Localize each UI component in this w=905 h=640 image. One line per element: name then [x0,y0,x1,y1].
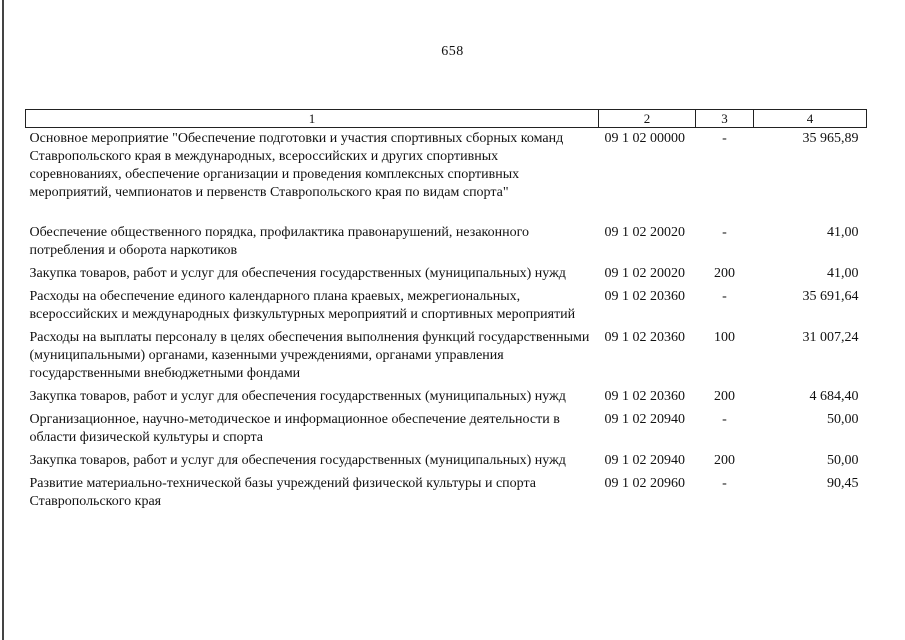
table-row [26,222,867,263]
table-header-row [26,110,867,128]
row-name: Закупка товаров, работ и услуг для обеспечения государственных (муниципальных) нужд [29,266,566,281]
row-name: Развитие материально-технической базы учреждений физической культуры и спорта Ставропольского края [29,476,536,509]
row-code: 09 1 02 20940 [604,412,685,427]
table-row [26,473,867,514]
row-name: Расходы на выплаты персоналу в целях обеспечения выполнения функций государственными (муниципальными) органами, казенными учреждениями, органами управления государственными внебюджетными фондами [29,330,590,381]
budget-table [25,109,867,514]
row-type: 200 [714,389,735,404]
table-row [26,450,867,473]
row-code: 09 1 02 20020 [604,266,685,281]
row-type: 200 [714,453,735,468]
row-amount: 50,00 [827,412,859,427]
row-amount: 41,00 [827,266,859,281]
row-name: Закупка товаров, работ и услуг для обеспечения государственных (муниципальных) нужд [29,453,566,468]
row-type: - [722,476,727,491]
row-name: Основное мероприятие "Обеспечение подготовки и участия спортивных сборных команд Ставропольского края в международных, всероссийских и других спортивных соревнованиях, обеспечение организации и проведения комплексных спортивных мероприятий, чемпионатов и первенств Ставропольского края по видам спорта" [29,131,564,200]
row-type: - [722,131,727,146]
row-code: 09 1 02 20940 [604,453,685,468]
page-left-edge [2,0,4,640]
table-row [26,327,867,386]
table-row [26,128,867,223]
table-row [26,263,867,286]
row-amount: 4 684,40 [809,389,859,404]
row-name: Расходы на обеспечение единого календарного плана краевых, межрегиональных, всероссийских и международных физкультурных мероприятий и спортивных мероприятий [29,289,576,322]
column-header-code: 2 [599,110,696,128]
row-type: - [722,412,727,427]
row-code: 09 1 02 20360 [604,330,685,345]
row-amount: 50,00 [827,453,859,468]
row-code: 09 1 02 20360 [604,389,685,404]
row-type: 200 [714,266,735,281]
column-header-amount: 4 [754,110,867,128]
row-code: 09 1 02 20020 [604,225,685,240]
table-row [26,386,867,409]
row-name: Закупка товаров, работ и услуг для обеспечения государственных (муниципальных) нужд [29,389,566,404]
row-type: 100 [714,330,735,345]
column-header-type: 3 [696,110,754,128]
row-amount: 41,00 [827,225,859,240]
row-amount: 35 691,64 [802,289,859,304]
row-amount: 31 007,24 [802,330,859,345]
row-name: Организационное, научно-методическое и информационное обеспечение деятельности в области физической культуры и спорта [29,412,560,445]
row-code: 09 1 02 00000 [604,131,685,146]
row-name: Обеспечение общественного порядка, профилактика правонарушений, незаконного потребления и оборота наркотиков [29,225,530,258]
row-amount: 90,45 [827,476,859,491]
row-type: - [722,289,727,304]
page-number: 658 [441,44,464,59]
table-row [26,409,867,450]
row-amount: 35 965,89 [802,131,859,146]
row-code: 09 1 02 20360 [604,289,685,304]
row-code: 09 1 02 20960 [604,476,685,491]
column-header-name: 1 [26,110,599,128]
row-type: - [722,225,727,240]
table-row [26,286,867,327]
